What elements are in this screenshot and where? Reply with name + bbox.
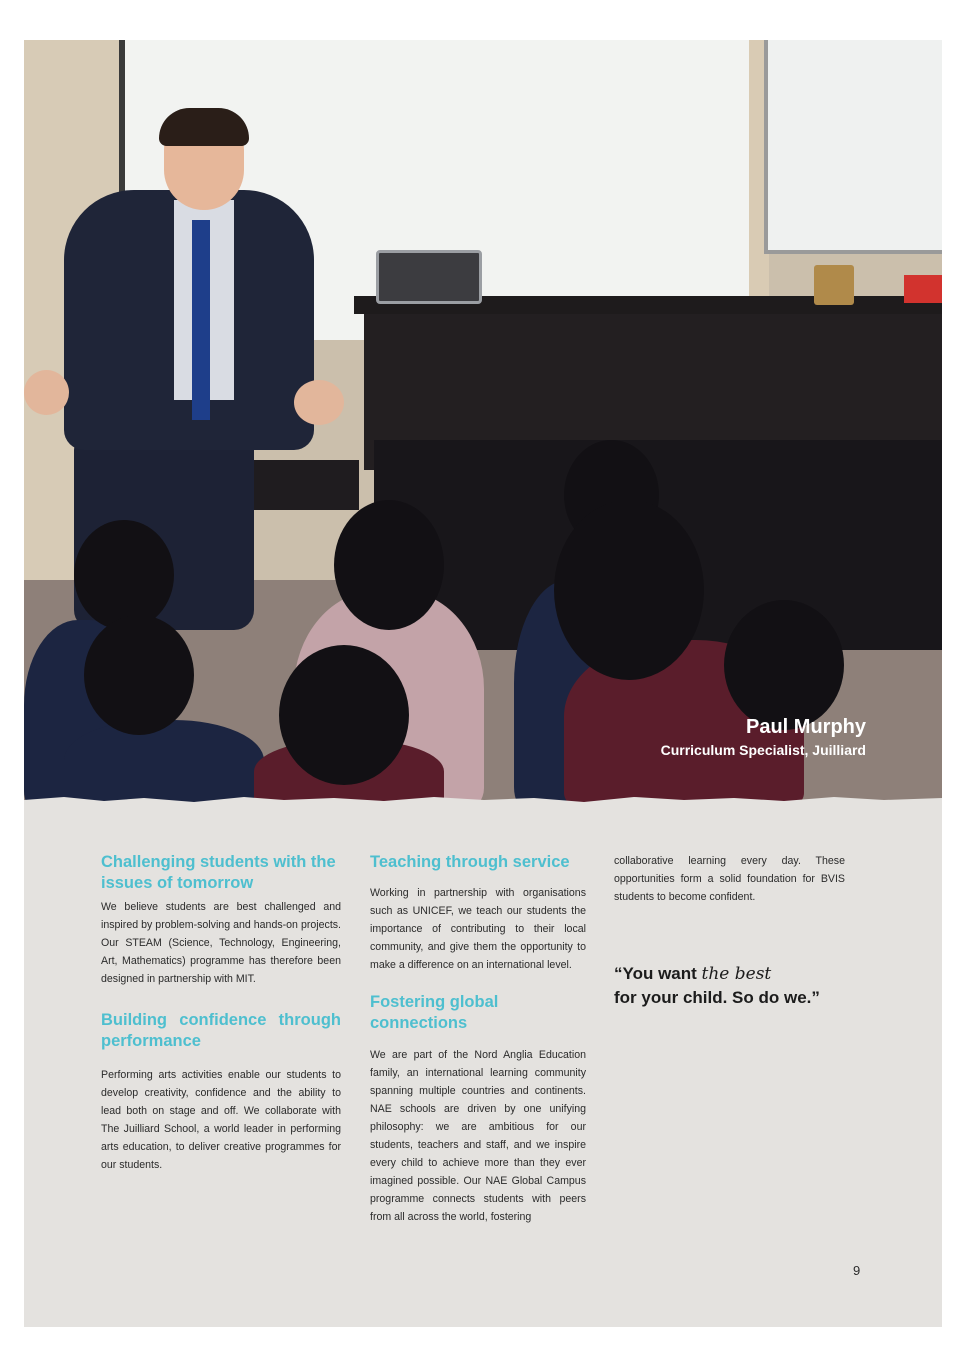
quote-emphasis: the best [701, 964, 772, 984]
section-heading-steam: Challenging students with the issues of tomorrow [101, 853, 336, 892]
section-body-continuation: collaborative learning every day. These opportunities form a solid foundation for BVIS students to become confident. [614, 855, 845, 903]
photo-teacher-tie [192, 220, 210, 420]
section-heading-service: Teaching through service [370, 853, 570, 871]
section-body-steam: We believe students are best challenged and inspired by problem-solving and hands-on projects. Our STEAM (Science, Technology, Engineering, Art, Mathematics) programme has therefore been designed in partnership with MIT. [101, 901, 341, 985]
section-heading-global: Fostering global connections [370, 993, 499, 1032]
section-body-global: We are part of the Nord Anglia Education family, an international learning community spanning multiple countries and continents. NAE schools are driven by one unifying philosophy: we are ambitious for our students, teachers and staff, and we inspire every child to achieve more than they ever imagined possible. Our NAE Global Campus programme connects students with peers from all across the world, fostering [370, 1049, 586, 1223]
section-heading-performance-line2: performance [101, 1032, 201, 1050]
quote-part1: “You want [614, 964, 702, 983]
photo-teacher-hand-right [294, 380, 344, 425]
page-number: 9 [853, 1263, 861, 1278]
caption-role: Curriculum Specialist, Juilliard [660, 742, 866, 758]
section-body-service: Working in partnership with organisations such as UNICEF, we teach our students the importance of contributing to their local community, and give them the opportunity to make a difference on an international level. [370, 887, 586, 971]
text-column-3 [614, 852, 845, 1010]
photo-teacher-hand-left [24, 370, 69, 415]
quote-part2: for your child. So do we.” [614, 988, 820, 1007]
photo-child-head [84, 615, 194, 735]
pull-quote [614, 962, 845, 1010]
photo-whiteboard-right [764, 40, 942, 254]
caption-name: Paul Murphy [745, 716, 866, 738]
photo-child-head [554, 500, 704, 680]
photo-child-head [279, 645, 409, 785]
photo-child-head [74, 520, 174, 630]
torn-paper-edge [24, 786, 942, 802]
text-column-1 [101, 852, 341, 1174]
section-heading-performance: Building confidence through [101, 1011, 341, 1029]
section-body-performance: Performing arts activities enable our students to develop creativity, confidence and the ability to lead both on stage and off. We collaborate with The Juilliard School, a world leader in performing arts education, to deliver creative programmes for our students. [101, 1069, 341, 1171]
photo-pencil-cup [814, 265, 854, 305]
photo-basket [904, 275, 942, 303]
classroom-photo [24, 40, 942, 802]
photo-speaker [376, 250, 482, 304]
photo-child-head [724, 600, 844, 730]
photo-caption [661, 714, 866, 760]
photo-child-head [334, 500, 444, 630]
text-column-2 [370, 852, 586, 1226]
photo-teacher-hair [159, 108, 249, 146]
